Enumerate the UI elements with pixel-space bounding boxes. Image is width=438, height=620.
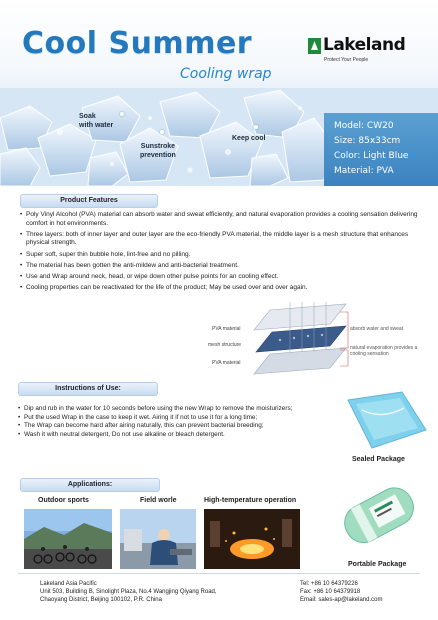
spec-material: Material: PVA [334,166,394,176]
footer-divider [18,573,420,574]
brand-logo [308,36,428,70]
bubble-sunstroke-dot [160,130,164,134]
bubble-sunstroke-line1: Sunstroke [140,143,176,150]
spec-box [324,113,438,186]
list-item: • Use and Wrap around neck, head, or wipe down other pulse points for an cooling effect. [20,273,420,282]
instructions-heading: Instructions of Use: [18,382,158,396]
spec-color: Color: Light Blue [334,151,409,161]
portable-package-label: Portable Package [348,561,407,568]
features-heading: Product Features [20,194,158,208]
diagram-brackets [338,310,350,370]
outdoor-sports-photo [24,509,112,569]
bubble-keep-cool-dot [254,125,258,129]
spec-model: Model: CW20 [334,121,394,131]
list-item: • Cooling properties can be reactivated for the life of the product; May be used over and over again. [20,284,420,293]
bubble-soak-dot [120,112,124,116]
footer-company: Lakeland Asia Pacific [40,581,97,587]
footer-tel: Tel: +86 10 64379226 [300,581,358,587]
brand-tagline: Protect Your People [324,57,369,63]
list-item: • Put the used Wrap in the case to keep it wet. Airing it if not to use it for a long time; [18,414,348,423]
layer-diagram [200,300,438,380]
note-evaporation-2: cooling sensation [350,351,389,357]
list-item: • Super soft, super thin bubble hole, lint-free and no pilling. [20,251,420,260]
page-subtitle: Cooling wrap [180,66,272,82]
bubble-keep-cool [232,134,265,143]
page-title: Cool Summer [22,26,253,61]
footer-fax: Fax: +86 10 64379918 [300,589,361,595]
app-caption-high-temp: High-temperature operation [204,497,297,504]
app-caption-field: Field worle [140,497,177,504]
list-item: • Wash it with neutral detergent, Do not use alkaline or bleach detergent. [18,431,348,440]
high-temperature-photo [204,509,300,569]
list-item: • Poly Vinyl Alcohol (PVA) material can absorb water and sweat efficiently, and natural evaporation provides a cooling sensation delivering comfort in hot environments. [20,211,420,228]
list-item: • Dip and rub in the water for 10 seconds before using the new Wrap to remove the moisturizers; [18,405,348,414]
lakeland-logo-icon [308,38,321,54]
footer-address-2: Chaoyang District, Beijing 100102, P.R. China [40,597,162,603]
app-caption-outdoor: Outdoor sports [38,497,89,504]
bubble-soak-line1: Soak [79,113,96,120]
sealed-package-label: Sealed Package [352,456,405,463]
layer-label-bottom: PVA material [212,360,241,366]
layer-label-top: PVA material [212,326,241,332]
field-work-photo [120,509,196,569]
note-absorb: absorb water and sweat [350,326,404,332]
spec-size: Size: 85x33cm [334,136,401,146]
footer-email[interactable]: Email: sales-ap@lakeland.com [300,597,383,603]
instructions-list [18,405,348,439]
list-item: • The Wrap can become hard after airing naturally, this can prevent bacterial breeding; [18,422,348,431]
bubble-keep-cool-line1: Keep cool [232,135,266,142]
bubble-sunstroke [140,142,176,160]
hero-banner [0,0,438,186]
note-evaporation-1: natural evaporation provides a [350,345,418,351]
bubble-soak [79,112,113,130]
applications-heading: Applications: [20,478,160,492]
features-list [20,211,420,295]
portable-package-image [330,476,430,558]
bubble-soak-line2: with water [79,122,114,129]
list-item: • Three layers: both of inner layer and outer layer are the eco-friendly PVA material, the middle layer is a mesh structure that enhances physical strength. [20,231,420,248]
sealed-package-image [342,390,430,452]
footer-address-1: Unit 503, Building B, Sinolight Plaza, No.4 Wangjing Qiyang Road, [40,589,217,595]
brand-name: Lakeland [323,35,406,55]
layer-stack-graphic [250,302,350,378]
layer-label-mesh: mesh structure [208,342,242,348]
bubble-sunstroke-line2: prevention [140,152,176,159]
list-item: • The material has been gotten the anti-mildew and anti-bacterial treatment. [20,262,420,271]
